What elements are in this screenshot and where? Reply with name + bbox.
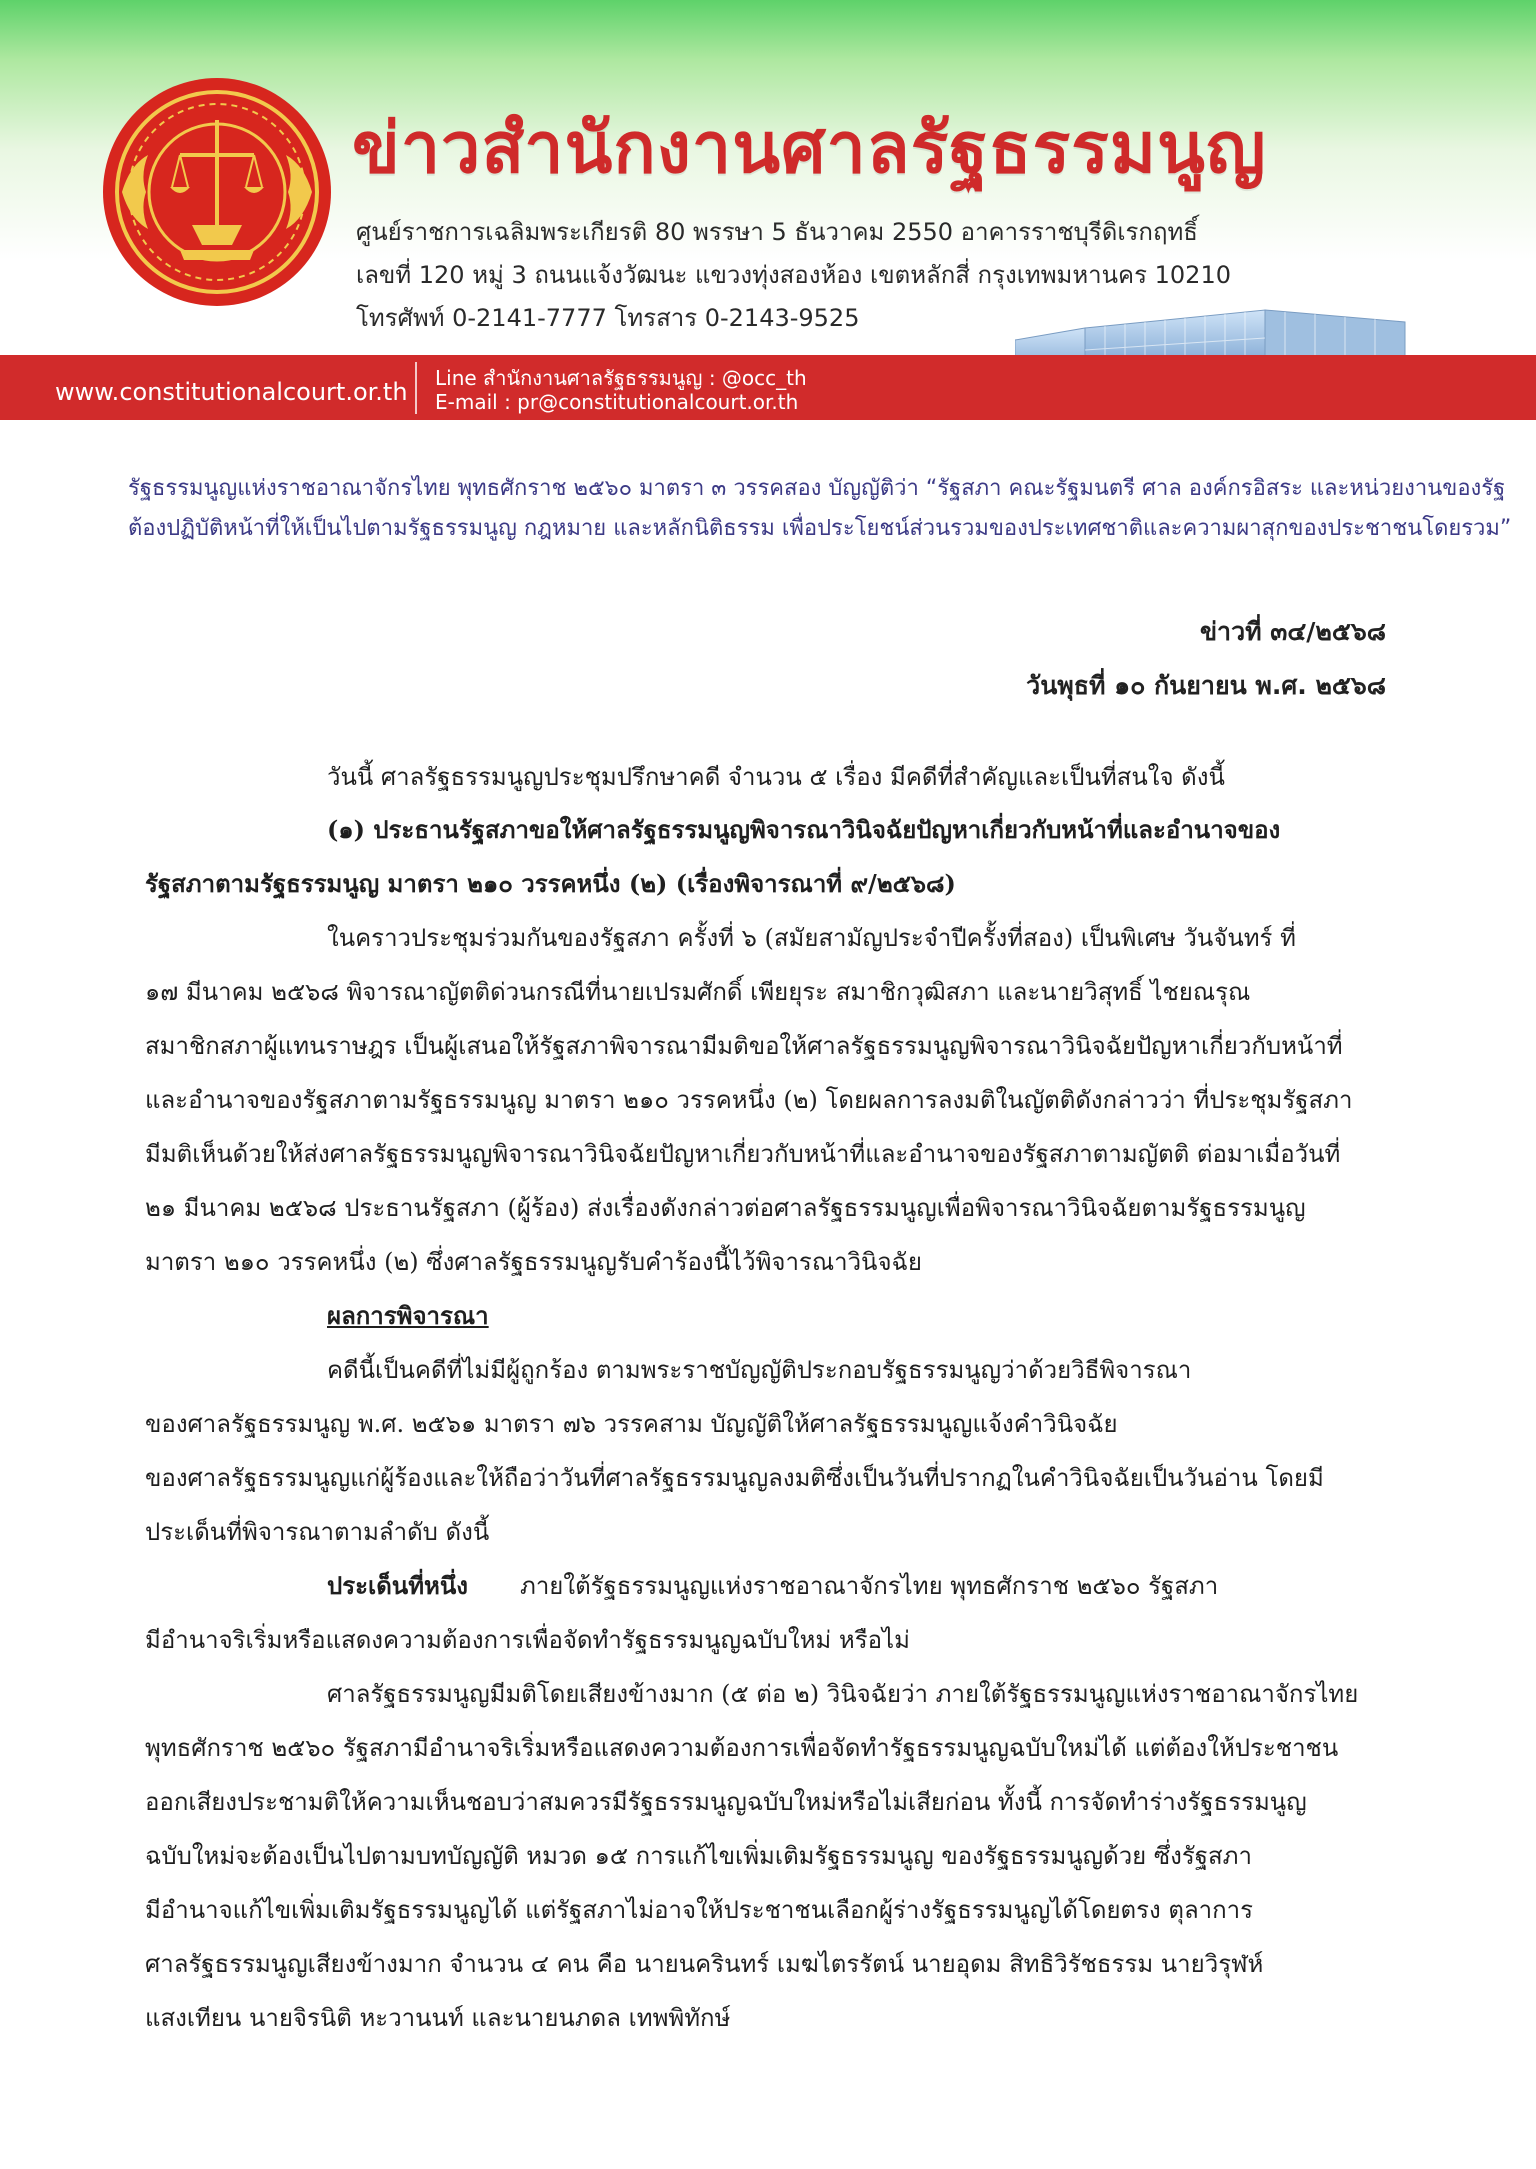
- body-paragraph-line: พุทธศักราช ๒๕๖๐ รัฐสภามีอำนาจริเริ่มหรือแสดงความต้องการเพื่อจัดทำรัฐธรรมนูญฉบับใหม่ได้ แต่ต้องให้ประชาชน: [145, 1734, 1339, 1762]
- body-paragraph-line: ประเด็นที่พิจารณาตามลำดับ ดังนี้: [145, 1518, 490, 1546]
- constitution-quote-line: รัฐธรรมนูญแห่งราชอาณาจักรไทย พุทธศักราช ๒๕๖๐ มาตรา ๓ วรรคสอง บัญญัติว่า “รัฐสภา คณะรัฐมนตรี ศาล องค์กรอิสระ และหน่วยงานของรัฐ: [128, 476, 1506, 501]
- body-paragraph-line: แสงเทียน นายจิรนิติ หะวานนท์ และนายนภดล เทพพิทักษ์: [145, 2004, 731, 2032]
- body-paragraph-line: ฉบับใหม่จะต้องเป็นไปตามบทบัญญัติ หมวด ๑๕ การแก้ไขเพิ่มเติมรัฐธรรมนูญ ของรัฐธรรมนูญด้วย ซึ่งรัฐสภา: [145, 1842, 1252, 1870]
- website-link[interactable]: www.constitutionalcourt.or.th: [55, 378, 408, 406]
- band-divider: [415, 362, 417, 414]
- section-heading-result: ผลการพิจารณา: [327, 1301, 489, 1330]
- body-paragraph-line: สมาชิกสภาผู้แทนราษฎร เป็นผู้เสนอให้รัฐสภาพิจารณามีมติขอให้ศาลรัฐธรรมนูญพิจารณาวินิจฉัยปัญหาเกี่ยวกับหน้าที่: [145, 1032, 1343, 1060]
- address-line: เลขที่ 120 หมู่ 3 ถนนแจ้งวัฒนะ แขวงทุ่งสองห้อง เขตหลักสี่ กรุงเทพมหานคร 10210: [356, 261, 1231, 289]
- line-contact: Line สำนักงานศาลรัฐธรรมนูญ : @occ_th: [435, 366, 807, 390]
- email-contact[interactable]: E-mail : pr@constitutionalcourt.or.th: [435, 390, 799, 414]
- page-title: ข่าวสำนักงานศาลรัฐธรรมนูญ: [352, 107, 1267, 189]
- body-paragraph-line: มีมติเห็นด้วยให้ส่งศาลรัฐธรรมนูญพิจารณาวินิจฉัยปัญหาเกี่ยวกับหน้าที่และอำนาจของรัฐสภาตามญัตติ ต่อมาเมื่อวันที่: [145, 1140, 1341, 1168]
- body-paragraph-line: ๒๑ มีนาคม ๒๕๖๘ ประธานรัฐสภา (ผู้ร้อง) ส่งเรื่องดังกล่าวต่อศาลรัฐธรรมนูญเพื่อพิจารณาวินิจฉัยตามรัฐธรรมนูญ: [145, 1194, 1306, 1222]
- court-seal-logo: [100, 75, 335, 310]
- constitution-quote-line: ต้องปฏิบัติหน้าที่ให้เป็นไปตามรัฐธรรมนูญ กฎหมาย และหลักนิติธรรม เพื่อประโยชน์ส่วนรวมของประเทศชาติและความผาสุกของประชาชนโดยรวม”: [128, 516, 1512, 541]
- contact-phone-fax: โทรศัพท์ 0-2141-7777 โทรสาร 0-2143-9525: [356, 304, 860, 332]
- body-paragraph-line: และอำนาจของรัฐสภาตามรัฐธรรมนูญ มาตรา ๒๑๐ วรรคหนึ่ง (๒) โดยผลการลงมติในญัตติดังกล่าวว่า ที่ประชุมรัฐสภา: [145, 1086, 1353, 1114]
- body-paragraph-line: มีอำนาจริเริ่มหรือแสดงความต้องการเพื่อจัดทำรัฐธรรมนูญฉบับใหม่ หรือไม่: [145, 1626, 910, 1654]
- news-date: วันพุธที่ ๑๐ กันยายน พ.ศ. ๒๕๖๘: [1026, 671, 1386, 700]
- body-paragraph-line: ของศาลรัฐธรรมนูญ พ.ศ. ๒๕๖๑ มาตรา ๗๖ วรรคสาม บัญญัติให้ศาลรัฐธรรมนูญแจ้งคำวินิจฉัย: [145, 1410, 1118, 1438]
- body-paragraph-line: ศาลรัฐธรรมนูญมีมติโดยเสียงข้างมาก (๕ ต่อ ๒) วินิจฉัยว่า ภายใต้รัฐธรรมนูญแห่งราชอาณาจักรไทย: [327, 1680, 1359, 1708]
- body-paragraph-line: ออกเสียงประชามติให้ความเห็นชอบว่าสมควรมีรัฐธรรมนูญฉบับใหม่หรือไม่เสียก่อน ทั้งนี้ การจัดทำร่างรัฐธรรมนูญ: [145, 1788, 1307, 1816]
- body-paragraph-line: มาตรา ๒๑๐ วรรคหนึ่ง (๒) ซึ่งศาลรัฐธรรมนูญรับคำร้องนี้ไว้พิจารณาวินิจฉัย: [145, 1248, 922, 1276]
- case-heading: รัฐสภาตามรัฐธรรมนูญ มาตรา ๒๑๐ วรรคหนึ่ง (๒) (เรื่องพิจารณาที่ ๙/๒๕๖๘): [145, 869, 956, 898]
- body-paragraph-line: มีอำนาจแก้ไขเพิ่มเติมรัฐธรรมนูญได้ แต่รัฐสภาไม่อาจให้ประชาชนเลือกผู้ร่างรัฐธรรมนูญได้โดยตรง ตุลาการ: [145, 1896, 1254, 1924]
- issue-one-heading: ประเด็นที่หนึ่ง: [327, 1571, 468, 1600]
- case-heading: (๑) ประธานรัฐสภาขอให้ศาลรัฐธรรมนูญพิจารณาวินิจฉัยปัญหาเกี่ยวกับหน้าที่และอำนาจของ: [327, 815, 1281, 844]
- body-paragraph-line: คดีนี้เป็นคดีที่ไม่มีผู้ถูกร้อง ตามพระราชบัญญัติประกอบรัฐธรรมนูญว่าด้วยวิธีพิจารณา: [327, 1356, 1192, 1384]
- body-paragraph-line: ศาลรัฐธรรมนูญเสียงข้างมาก จำนวน ๔ คน คือ นายนครินทร์ เมฆไตรรัตน์ นายอุดม สิทธิวิรัชธรรม นายวิรุฬห์: [145, 1950, 1264, 1978]
- body-intro: วันนี้ ศาลรัฐธรรมนูญประชุมปรึกษาคดี จำนวน ๕ เรื่อง มีคดีที่สำคัญและเป็นที่สนใจ ดังนี้: [327, 763, 1225, 791]
- body-paragraph-line: ๑๗ มีนาคม ๒๕๖๘ พิจารณาญัตติด่วนกรณีที่นายเปรมศักดิ์ เพียยุระ สมาชิกวุฒิสภา และนายวิสุทธิ์ ไชยณรุณ: [145, 978, 1251, 1006]
- body-paragraph-line: ในคราวประชุมร่วมกันของรัฐสภา ครั้งที่ ๖ (สมัยสามัญประจำปีครั้งที่สอง) เป็นพิเศษ วันจันทร์ ที่: [327, 924, 1296, 952]
- news-number: ข่าวที่ ๓๔/๒๕๖๘: [1199, 617, 1386, 646]
- body-paragraph-line: ของศาลรัฐธรรมนูญแก่ผู้ร้องและให้ถือว่าวันที่ศาลรัฐธรรมนูญลงมติซึ่งเป็นวันที่ปรากฏในคำวินิจฉัยเป็นวันอ่าน โดยมี: [145, 1464, 1324, 1492]
- address-line: ศูนย์ราชการเฉลิมพระเกียรติ 80 พรรษา 5 ธันวาคม 2550 อาคารราชบุรีดิเรกฤทธิ์: [356, 218, 1198, 246]
- body-paragraph-line: ภายใต้รัฐธรรมนูญแห่งราชอาณาจักรไทย พุทธศักราช ๒๕๖๐ รัฐสภา: [520, 1572, 1219, 1600]
